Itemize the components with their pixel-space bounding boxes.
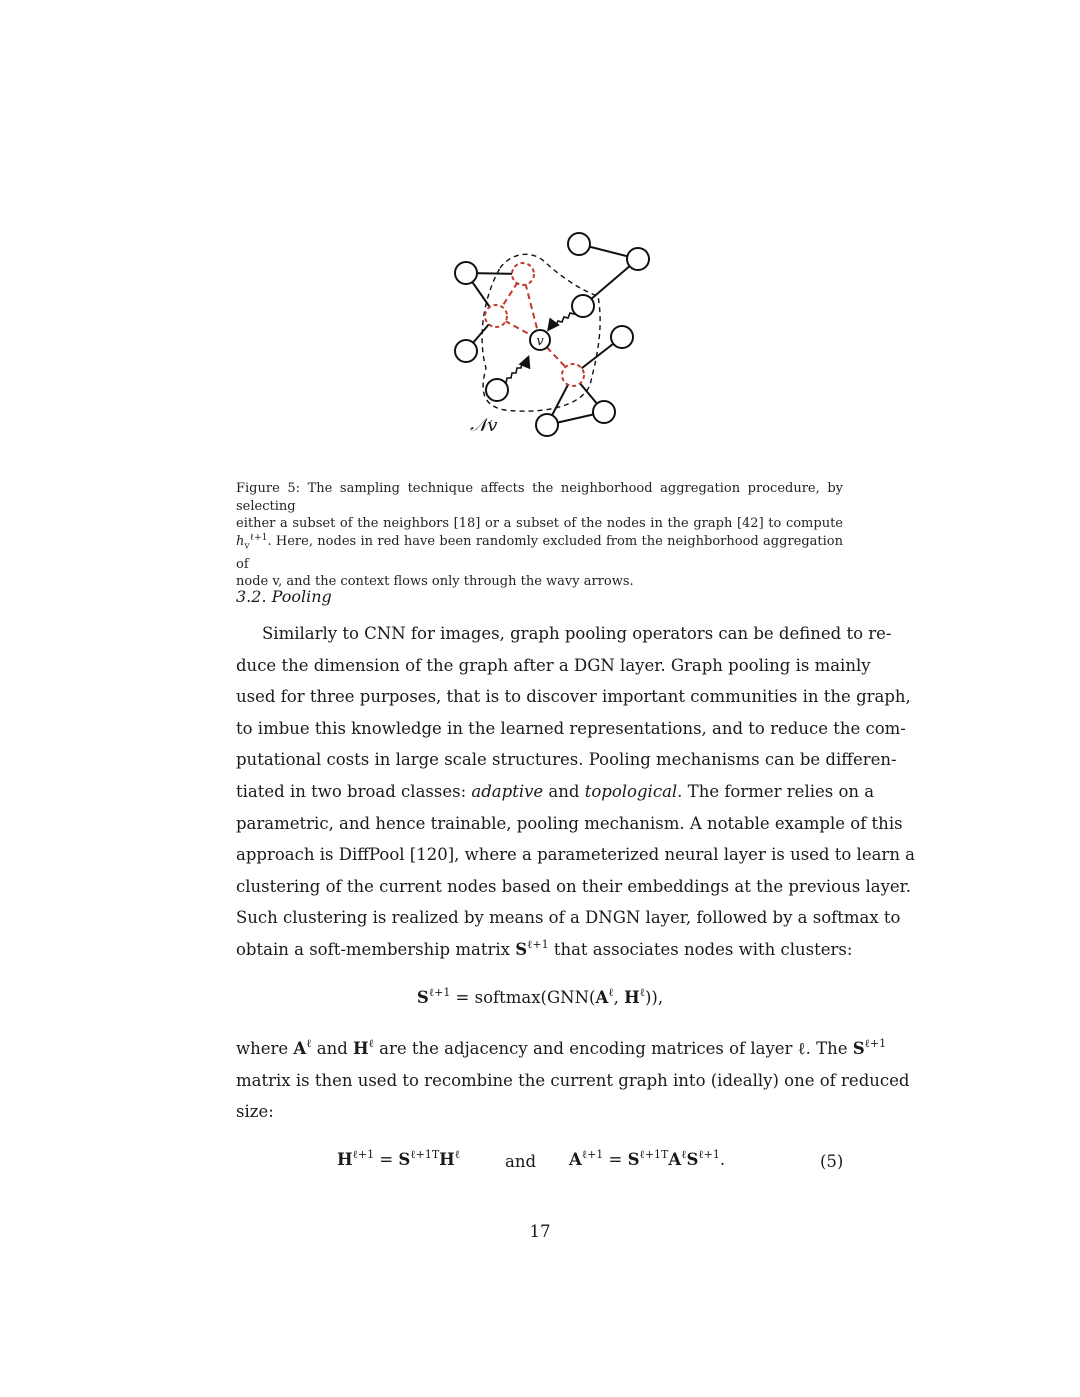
math-sup: ℓ+1T: [410, 1148, 440, 1161]
math-sup: ℓ: [454, 1148, 461, 1161]
math-text: =: [603, 1150, 628, 1169]
text-fragment: The former relies on a: [682, 781, 875, 801]
caption-math-h: h: [236, 533, 245, 549]
equation-softmax: [0, 988, 1080, 1007]
math-sup: ℓ+1: [581, 1148, 604, 1161]
text-fragment: and: [543, 781, 585, 801]
excluded-node: [512, 263, 534, 285]
excluded-node: [485, 305, 507, 327]
graph-node: [611, 326, 633, 348]
math-text: ,: [613, 988, 625, 1007]
equation-5-left: [337, 1150, 460, 1169]
math-sup: ℓ+1: [864, 1037, 887, 1050]
math-A: A: [595, 988, 609, 1007]
graph-node: [455, 340, 477, 362]
section-heading: 3.2. Pooling: [236, 587, 332, 606]
excluded-node: [562, 364, 584, 386]
graph-node: [486, 379, 508, 401]
math-sup: ℓ+1: [428, 986, 451, 999]
math-H: H: [353, 1039, 369, 1058]
figure-caption: [236, 480, 843, 591]
text-fragment: that associates nodes with clusters:: [548, 939, 853, 959]
text-fragment: where: [236, 1039, 294, 1058]
math-sup: ℓ: [639, 986, 645, 999]
term-topological: topological.: [584, 781, 683, 801]
math-sup: ℓ: [608, 986, 614, 999]
math-sup: ℓ: [681, 1148, 687, 1161]
graph-node: [572, 295, 594, 317]
math-H: H: [439, 1150, 455, 1169]
graph-node: [568, 233, 590, 255]
math-sup: ℓ+1: [698, 1148, 720, 1161]
math-A: A: [569, 1150, 582, 1169]
math-text: = softmax(GNN(: [450, 988, 596, 1007]
math-S: S: [627, 1150, 640, 1169]
text-line: [236, 1033, 887, 1065]
equation-5-right: [569, 1150, 725, 1169]
text-line: size:: [236, 1102, 274, 1122]
caption-math-sub: v: [244, 541, 250, 552]
node-v-label: v: [536, 334, 544, 349]
text-fragment: are the adjacency and encoding matrices of layer ℓ. The: [373, 1039, 853, 1058]
paragraph-recombine: [236, 1033, 910, 1128]
math-S: S: [398, 1150, 411, 1169]
text-line: matrix is then used to recombine the current graph into (ideally) one of reduced: [236, 1070, 910, 1090]
text-line: approach is DiffPool [120], where a parameterized neural layer is used to learn a: [236, 845, 916, 865]
math-sup: ℓ+1T: [639, 1148, 669, 1161]
math-text: =: [374, 1150, 399, 1169]
caption-line: Figure 5: The sampling technique affects the neighborhood aggregation procedure, by selecting: [236, 481, 843, 514]
page-number: 17: [529, 1222, 551, 1241]
text-line: to imbue this knowledge in the learned representations, and to reduce the com-: [236, 718, 906, 738]
math-sup: ℓ: [368, 1037, 374, 1050]
caption-line3-rest: . Here, nodes in red have been randomly excluded from the neighborhood aggregation of: [236, 533, 843, 572]
text-line: clustering of the current nodes based on their embeddings at the previous layer.: [236, 876, 911, 896]
math-H: H: [624, 988, 640, 1007]
text-fragment: obtain a soft-membership matrix: [236, 939, 516, 959]
caption-line: node v, and the context flows only through the wavy arrows.: [236, 574, 634, 590]
text-line: used for three purposes, that is to discover important communities in the graph,: [236, 687, 911, 707]
text-fragment: tiated in two broad classes:: [236, 781, 472, 801]
math-sup: ℓ: [306, 1037, 312, 1050]
neighborhood-label: 𝒩v: [470, 415, 498, 436]
text-line: [236, 934, 853, 966]
math-S: S: [852, 1039, 865, 1058]
figure-5-graph: [440, 228, 660, 443]
math-text: .: [719, 1150, 726, 1169]
paragraph-pooling: [236, 618, 916, 966]
graph-node: [455, 262, 477, 284]
text-line: duce the dimension of the graph after a DGN layer. Graph pooling is mainly: [236, 655, 871, 675]
equation-number: (5): [820, 1152, 844, 1171]
graph-node: [627, 248, 649, 270]
math-sup: ℓ+1: [527, 937, 549, 951]
text-line: [236, 776, 875, 808]
text-line: putational costs in large scale structures. Pooling mechanisms can be differen-: [236, 750, 897, 770]
caption-math-sup: ℓ+1: [249, 532, 268, 543]
math-text: )),: [644, 988, 664, 1007]
caption-line: [236, 533, 843, 574]
math-H: H: [337, 1150, 353, 1169]
math-A: A: [668, 1150, 682, 1169]
sampling-graph-diagram: [440, 228, 660, 443]
graph-node: [593, 401, 615, 423]
text-line: parametric, and hence trainable, pooling mechanism. A notable example of this: [236, 813, 903, 833]
math-S: S: [515, 939, 528, 959]
math-S: S: [686, 1150, 699, 1169]
math-S: S: [416, 988, 429, 1007]
term-adaptive: adaptive: [471, 781, 544, 801]
math-sup: ℓ+1: [352, 1148, 375, 1161]
caption-line: either a subset of the neighbors [18] or a subset of the nodes in the graph [42] to compute: [236, 516, 843, 531]
text-fragment: and: [311, 1039, 354, 1058]
text-line: Such clustering is realized by means of a DNGN layer, followed by a softmax to: [236, 908, 901, 928]
math-A: A: [293, 1039, 307, 1058]
text-line: Similarly to CNN for images, graph pooling operators can be defined to re-: [262, 624, 892, 643]
graph-node: [536, 414, 558, 436]
equation-5-and: and: [505, 1152, 537, 1171]
